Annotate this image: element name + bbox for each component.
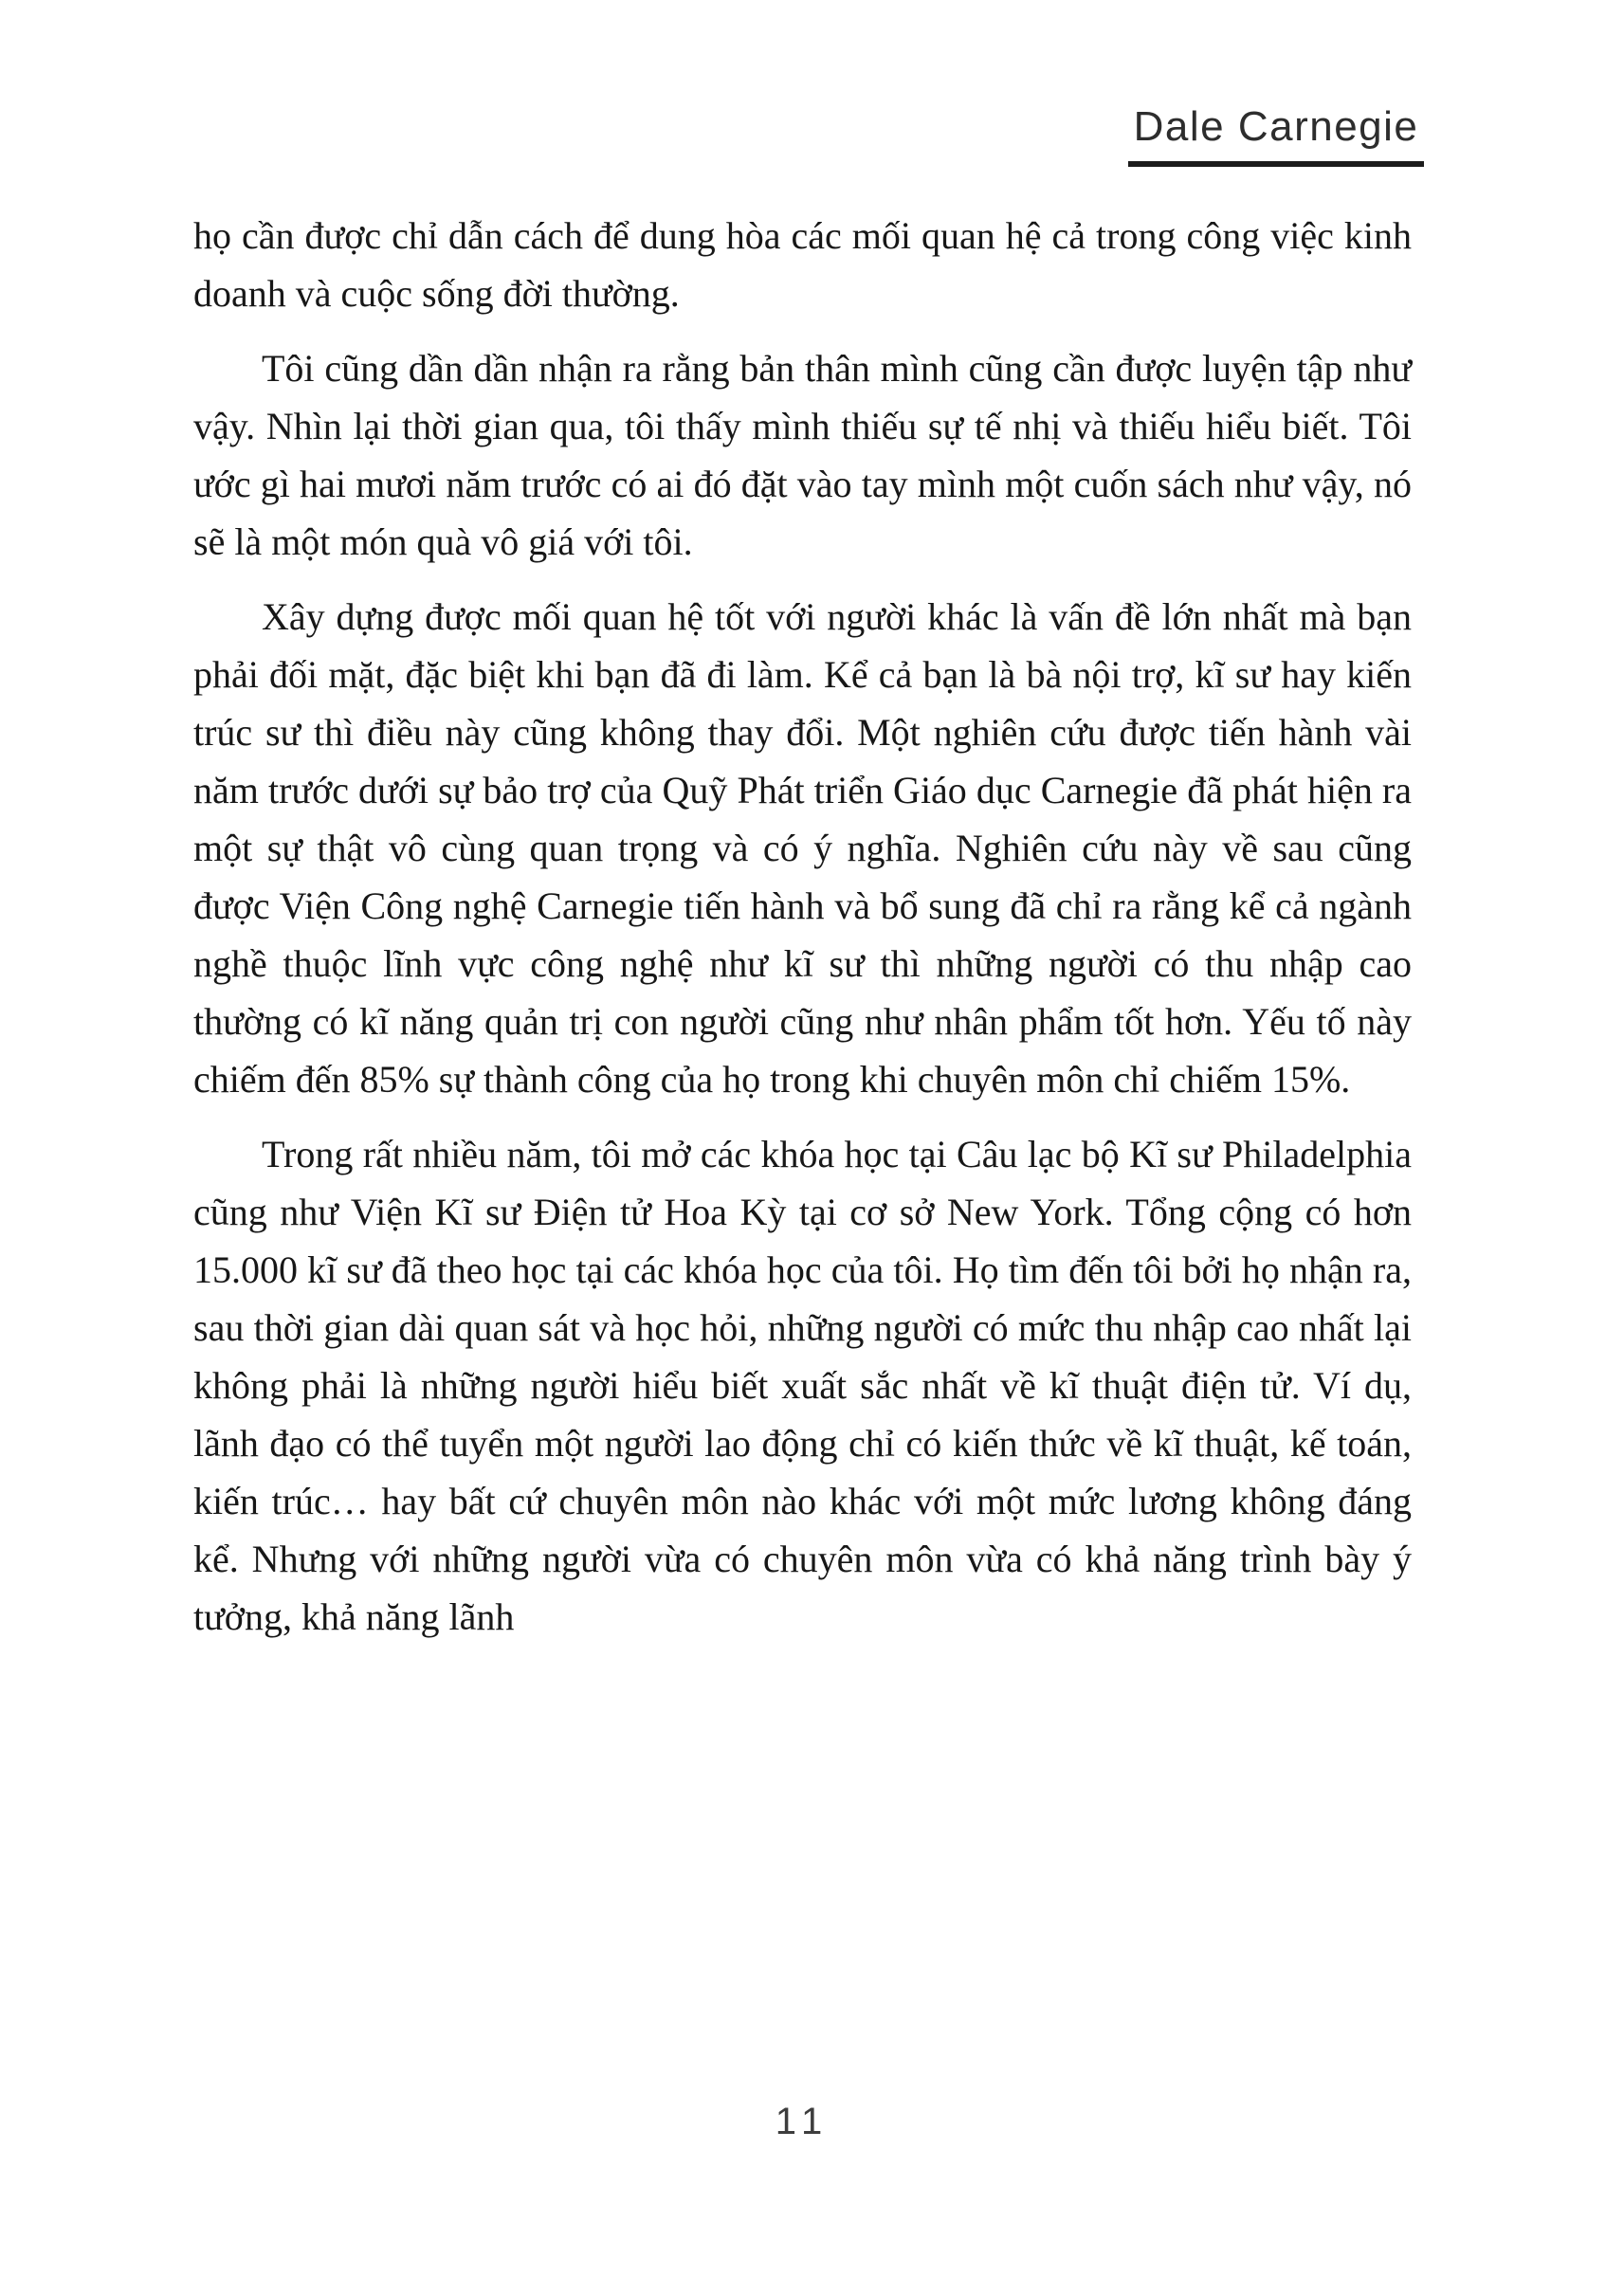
running-head-author: Dale Carnegie — [1133, 103, 1419, 150]
page-number: 11 — [775, 2101, 830, 2142]
paragraph: họ cần được chỉ dẫn cách để dung hòa các mối quan hệ cả trong công việc kinh doanh và cuộc sống đời thường. — [193, 214, 1412, 315]
page-body — [193, 207, 1412, 1663]
header-rule — [1128, 161, 1424, 167]
page-header — [1128, 104, 1424, 167]
paragraph: Tôi cũng dần dần nhận ra rằng bản thân mình cũng cần được luyện tập như vậy. Nhìn lại thời gian qua, tôi thấy mình thiếu sự tế nhị và thiếu hiểu biết. Tôi ước gì hai mươi năm trước có ai đó đặt vào tay mình một cuốn sách như vậy, nó sẽ là một món quà vô giá với tôi. — [193, 347, 1412, 563]
paragraph: Xây dựng được mối quan hệ tốt với người khác là vấn đề lớn nhất mà bạn phải đối mặt, đặc biệt khi bạn đã đi làm. Kể cả bạn là bà nội trợ, kĩ sư hay kiến trúc sư thì điều này cũng không thay đổi. Một nghiên cứu được tiến hành vài năm trước dưới sự bảo trợ của Quỹ Phát triển Giáo dục Carnegie đã phát hiện ra một sự thật vô cùng quan trọng và có ý nghĩa. Nghiên cứu này về sau cũng được Viện Công nghệ Carnegie tiến hành và bổ sung đã chỉ ra rằng kể cả ngành nghề thuộc lĩnh vực công nghệ như kĩ sư thì những người có thu nhập cao thường có kĩ năng quản trị con người cũng như nhân phẩm tốt hơn. Yếu tố này chiếm đến 85% sự thành công của họ trong khi chuyên môn chỉ chiếm 15%. — [193, 595, 1412, 1101]
page-footer — [193, 2101, 1412, 2143]
paragraph: Trong rất nhiều năm, tôi mở các khóa học tại Câu lạc bộ Kĩ sư Philadelphia cũng như Viện Kĩ sư Điện tử Hoa Kỳ tại cơ sở New York. Tổng cộng có hơn 15.000 kĩ sư đã theo học tại các khóa học của tôi. Họ tìm đến tôi bởi họ nhận ra, sau thời gian dài quan sát và học hỏi, những người có mức thu nhập cao nhất lại không phải là những người hiểu biết xuất sắc nhất về kĩ thuật điện tử. Ví dụ, lãnh đạo có thể tuyển một người lao động chỉ có kiến thức về kĩ thuật, kế toán, kiến trúc… hay bất cứ chuyên môn nào khác với một mức lương không đáng kể. Nhưng với những người vừa có chuyên môn vừa có khả năng trình bày ý tưởng, khả năng lãnh — [193, 1133, 1412, 1638]
